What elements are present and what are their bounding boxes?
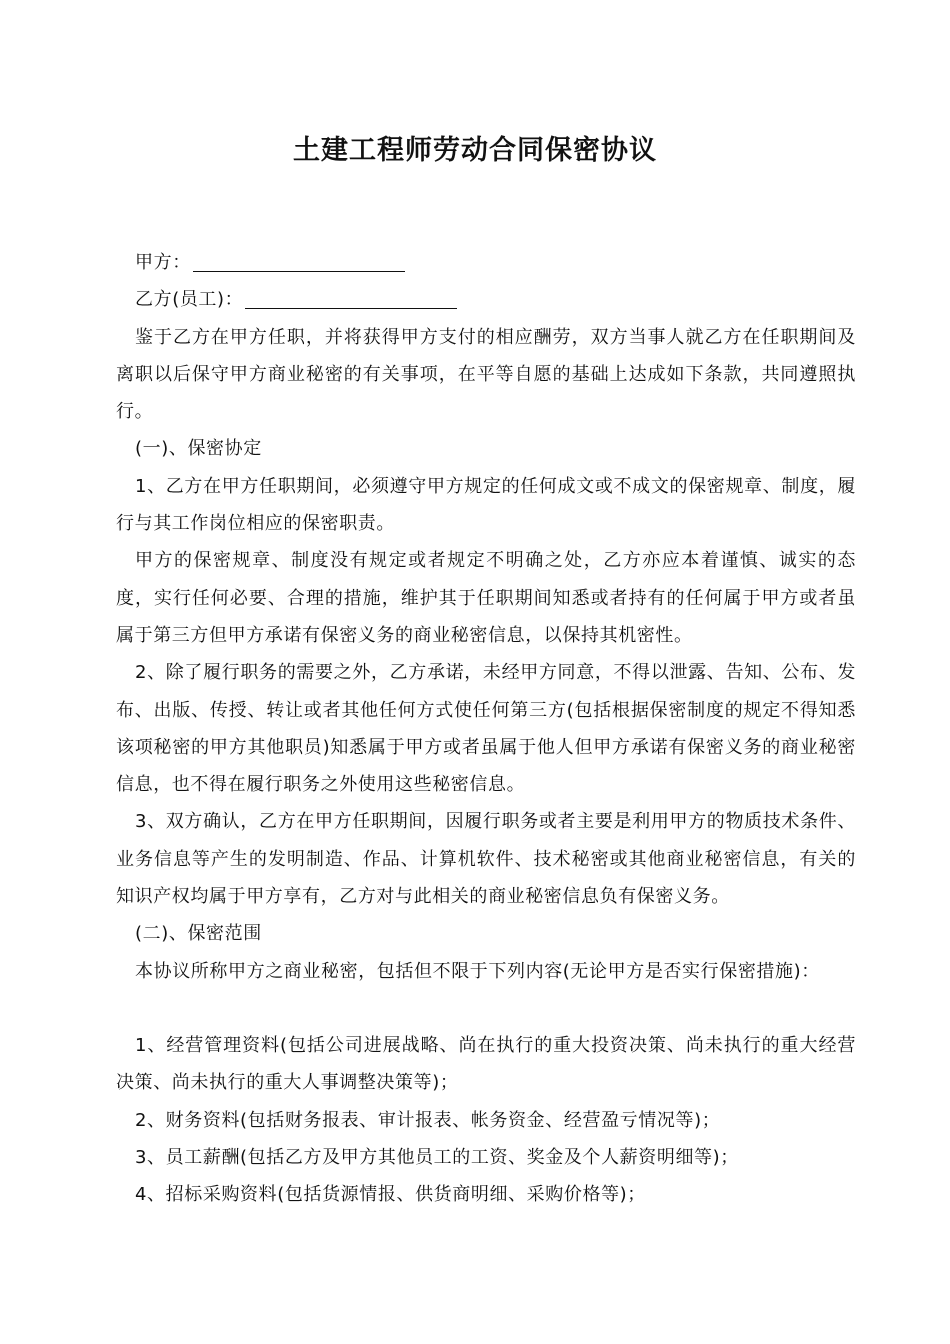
party-b-label: 乙方(员工)： bbox=[135, 289, 244, 311]
section2-heading: (二)、保密范围 bbox=[135, 923, 262, 945]
section2-item3: 3、员工薪酬(包括乙方及甲方其他员工的工资、奖金及个人薪资明细等)； bbox=[135, 1146, 739, 1168]
section1-heading: (一)、保密协定 bbox=[135, 438, 262, 460]
section2-item4: 4、招标采购资料(包括货源情报、供货商明细、采购价格等)； bbox=[135, 1184, 646, 1206]
section2-intro: 本协议所称甲方之商业秘密，包括但不限于下列内容(无论甲方是否实行保密措施)： bbox=[135, 960, 820, 982]
section1-item3: 3、双方确认，乙方在甲方任职期间，因履行职务或者主要是利用甲方的物质技术条件、业务信息等产生的发明制造、作品、计算机软件、技术秘密或其他商业秘密信息，有关的知识产权均属于甲方享有，乙方对与此相关的商业秘密信息负有保密义务。 bbox=[116, 811, 856, 908]
section2-item2: 2、财务资料(包括财务报表、审计报表、帐务资金、经营盈亏情况等)； bbox=[135, 1109, 721, 1131]
party-b-blank bbox=[245, 288, 457, 309]
section1-item1-continued: 甲方的保密规章、制度没有规定或者规定不明确之处，乙方亦应本着谨慎、诚实的态度，实行任何必要、合理的措施，维护其于任职期间知悉或者持有的任何属于甲方或者虽属于第三方但甲方承诺有保密义务的商业秘密信息，以保持其机密性。 bbox=[116, 550, 856, 646]
intro-paragraph: 鉴于乙方在甲方任职，并将获得甲方支付的相应酬劳，双方当事人就乙方在任职期间及离职以后保守甲方商业秘密的有关事项，在平等自愿的基础上达成如下条款，共同遵照执行。 bbox=[116, 326, 856, 423]
party-a-blank bbox=[193, 251, 405, 272]
party-b-line bbox=[116, 281, 856, 318]
party-a-label: 甲方： bbox=[135, 252, 191, 273]
document-title: 土建工程师劳动合同保密协议 bbox=[293, 135, 657, 166]
section2-item1: 1、经营管理资料(包括公司进展战略、尚在执行的重大投资决策、尚未执行的重大经营决策、尚未执行的重大人事调整决策等)； bbox=[116, 1034, 856, 1094]
party-a-line bbox=[116, 244, 856, 281]
document-body bbox=[116, 244, 856, 1213]
blank-spacer bbox=[116, 990, 856, 1027]
section1-item1: 1、乙方在甲方任职期间，必须遵守甲方规定的任何成文或不成文的保密规章、制度，履行与其工作岗位相应的保密职责。 bbox=[116, 475, 856, 535]
section1-item2: 2、除了履行职务的需要之外，乙方承诺，未经甲方同意，不得以泄露、告知、公布、发布、出版、传授、转让或者其他任何方式使任何第三方(包括根据保密制度的规定不得知悉该项秘密的甲方其他职员)知悉属于甲方或者虽属于他人但甲方承诺有保密义务的商业秘密信息，也不得在履行职务之外使用这些秘密信息。 bbox=[116, 662, 856, 796]
